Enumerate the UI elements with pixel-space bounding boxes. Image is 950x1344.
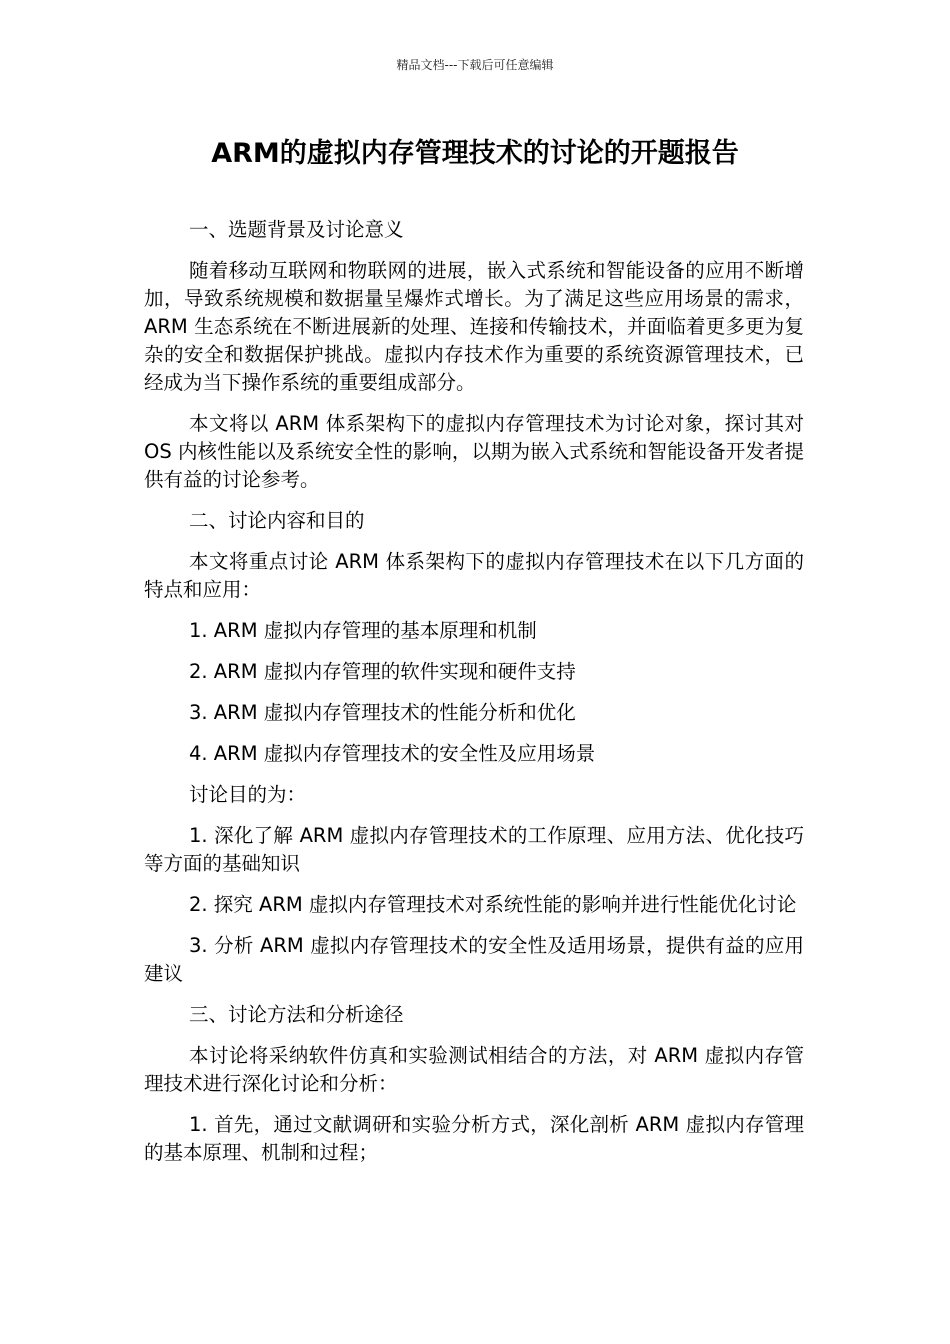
list-item-content-1: 1. ARM 虚拟内存管理的基本原理和机制 [189, 619, 537, 642]
document-title: ARM的虚拟内存管理技术的讨论的开题报告 [211, 138, 739, 169]
paragraph-purpose-intro: 讨论目的为： [189, 783, 307, 806]
list-item-content-2: 2. ARM 虚拟内存管理的软件实现和硬件支持 [189, 660, 576, 683]
list-item-content-3: 3. ARM 虚拟内存管理技术的性能分析和优化 [189, 701, 576, 724]
paragraph-background: 随着移动互联网和物联网的进展，嵌入式系统和智能设备的应用不断增加，导致系统规模和数据量呈爆炸式增长。为了满足这些应用场景的需求，ARM 生态系统在不断进展新的处理、连接和传输技术，并面临着更多更为复杂的安全和数据保护挑战。虚拟内存技术作为重要的系统资源管理技术，已经成为当下操作系统的重要组成部分。 [144, 259, 804, 394]
list-item-purpose-3: 3. 分析 ARM 虚拟内存管理技术的安全性及适用场景，提供有益的应用建议 [144, 934, 804, 985]
list-item-purpose-2: 2. 探究 ARM 虚拟内存管理技术对系统性能的影响并进行性能优化讨论 [189, 893, 797, 916]
document-body [144, 216, 804, 1180]
list-item-purpose-1: 1. 深化了解 ARM 虚拟内存管理技术的工作原理、应用方法、优化技巧等方面的基础知识 [144, 824, 804, 875]
list-item-content-4: 4. ARM 虚拟内存管理技术的安全性及应用场景 [189, 742, 596, 765]
list-item-method-1: 1. 首先，通过文献调研和实验分析方式，深化剖析 ARM 虚拟内存管理的基本原理、机制和过程； [144, 1113, 804, 1164]
paragraph-method-intro: 本讨论将采纳软件仿真和实验测试相结合的方法，对 ARM 虚拟内存管理技术进行深化讨论和分析： [144, 1044, 804, 1095]
section-heading-method: 三、讨论方法和分析途径 [189, 1003, 404, 1026]
paragraph-research-object: 本文将以 ARM 体系架构下的虚拟内存管理技术为讨论对象，探讨其对 OS 内核性能以及系统安全性的影响，以期为嵌入式系统和智能设备开发者提供有益的讨论参考。 [144, 412, 804, 491]
page-header: 精品文档---下载后可任意编辑 [396, 58, 554, 72]
section-heading-content: 二、讨论内容和目的 [189, 509, 365, 532]
paragraph-content-intro: 本文将重点讨论 ARM 体系架构下的虚拟内存管理技术在以下几方面的特点和应用： [144, 550, 804, 601]
section-heading-background: 一、选题背景及讨论意义 [189, 218, 404, 241]
